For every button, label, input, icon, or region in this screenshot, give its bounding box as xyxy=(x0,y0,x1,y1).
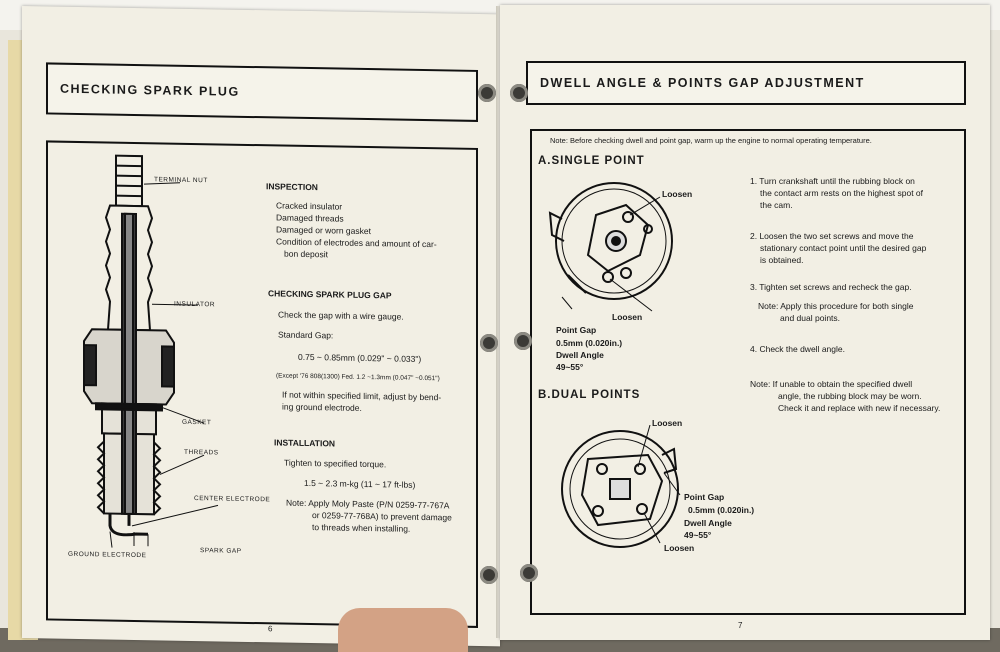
step-2-line-1: 2. Loosen the two set screws and move the xyxy=(750,231,914,241)
installation-note-1: Note: Apply Moly Paste (P/N 0259-77-767A xyxy=(286,497,450,511)
label-gasket: GASKET xyxy=(182,418,212,427)
binder-hole xyxy=(520,564,538,582)
step-1-line-1: 1. Turn crankshaft until the rubbing block on xyxy=(750,176,915,186)
gap-line-1: Check the gap with a wire gauge. xyxy=(278,309,404,322)
hand-holding-page xyxy=(338,608,468,652)
binder-hole xyxy=(478,84,496,102)
right-page-title: DWELL ANGLE & POINTS GAP ADJUSTMENT xyxy=(540,76,865,90)
dual-point-gap-value: 0.5mm (0.020in.) xyxy=(688,505,755,515)
label-threads: THREADS xyxy=(184,448,219,457)
binder-hole xyxy=(480,566,498,584)
gap-line-2: Standard Gap: xyxy=(278,329,334,341)
step-note-2-line-2: angle, the rubbing block may be worn. xyxy=(778,391,922,401)
dual-dwell-value: 49~55° xyxy=(684,530,712,540)
single-point-gap-value: 0.5mm (0.020in.) xyxy=(556,338,623,348)
inspection-item: bon deposit xyxy=(284,248,328,260)
step-1-line-3: the cam. xyxy=(760,200,793,210)
label-center-electrode: CENTER ELECTRODE xyxy=(194,495,271,504)
left-page-title-box xyxy=(46,62,478,122)
spark-plug-diagram xyxy=(52,153,267,577)
gap-line-4: (Except '76 808(1300) Fed. 1.2 ~1.3mm (0.047" ~0.051") xyxy=(276,372,440,383)
gap-line-3: 0.75 ~ 0.85mm (0.029" ~ 0.033") xyxy=(298,351,422,364)
installation-note-2: or 0259-77-768A) to prevent damage xyxy=(312,510,452,523)
binder-hole xyxy=(480,334,498,352)
gap-line-6: ing ground electrode. xyxy=(282,401,362,413)
binder-hole xyxy=(510,84,528,102)
inspection-item: Cracked insulator xyxy=(276,200,343,212)
step-note-2-line-3: Check it and replace with new if necessary. xyxy=(778,403,941,413)
right-page xyxy=(500,5,990,640)
inspection-heading: INSPECTION xyxy=(266,181,318,193)
installation-note-3: to threads when installing. xyxy=(312,522,411,534)
left-page-number: 6 xyxy=(268,624,273,634)
single-loosen-bottom: Loosen xyxy=(612,312,643,322)
label-ground-electrode: GROUND ELECTRODE xyxy=(68,550,147,560)
inspection-item: Condition of electrodes and amount of car- xyxy=(276,236,437,250)
right-page-title-box xyxy=(526,61,966,105)
single-point-diagram xyxy=(548,175,678,315)
gap-line-5: If not within specified limit, adjust by bend- xyxy=(282,389,442,403)
left-page xyxy=(22,6,500,646)
warm-up-note: Note: Before checking dwell and point gap, warm up the engine to normal operating temperature. xyxy=(550,136,872,145)
label-insulator: INSULATOR xyxy=(174,300,216,309)
step-1-line-2: the contact arm rests on the highest spot of xyxy=(760,188,924,198)
step-2-line-3: is obtained. xyxy=(760,255,804,265)
inspection-item: Damaged or worn gasket xyxy=(276,224,371,237)
dual-points-heading: B.DUAL POINTS xyxy=(538,389,641,401)
installation-heading: INSTALLATION xyxy=(274,437,336,449)
dual-points-diagram xyxy=(558,425,688,555)
step-note-1-line-1: Note: Apply this procedure for both single xyxy=(758,301,914,311)
dual-dwell-label: Dwell Angle xyxy=(684,518,732,528)
single-loosen-top: Loosen xyxy=(662,189,693,199)
single-dwell-value: 49~55° xyxy=(556,362,584,372)
step-4: 4. Check the dwell angle. xyxy=(750,344,845,354)
left-page-title: CHECKING SPARK PLUG xyxy=(60,81,240,99)
step-note-1-line-2: and dual points. xyxy=(780,313,841,323)
binder-hole xyxy=(514,332,532,350)
single-dwell-label: Dwell Angle xyxy=(556,350,604,360)
dual-loosen-bottom: Loosen xyxy=(664,543,695,553)
step-3: 3. Tighten set screws and recheck the gap. xyxy=(750,282,912,292)
single-point-heading: A.SINGLE POINT xyxy=(538,155,645,167)
dual-loosen-top: Loosen xyxy=(652,418,683,428)
installation-line-2: 1.5 ~ 2.3 m-kg (11 ~ 17 ft-lbs) xyxy=(304,477,416,490)
dual-point-gap-label: Point Gap xyxy=(684,492,725,502)
gap-heading: CHECKING SPARK PLUG GAP xyxy=(268,288,392,301)
right-page-number: 7 xyxy=(738,621,743,630)
label-spark-gap: SPARK GAP xyxy=(200,547,242,555)
label-terminal-nut: TERMINAL NUT xyxy=(154,176,208,185)
step-note-2-line-1: Note: If unable to obtain the specified dwell xyxy=(750,379,913,389)
step-2-line-2: stationary contact point until the desired gap xyxy=(760,243,927,253)
installation-line-1: Tighten to specified torque. xyxy=(284,457,387,470)
inspection-item: Damaged threads xyxy=(276,212,344,224)
single-point-gap-label: Point Gap xyxy=(556,325,597,335)
